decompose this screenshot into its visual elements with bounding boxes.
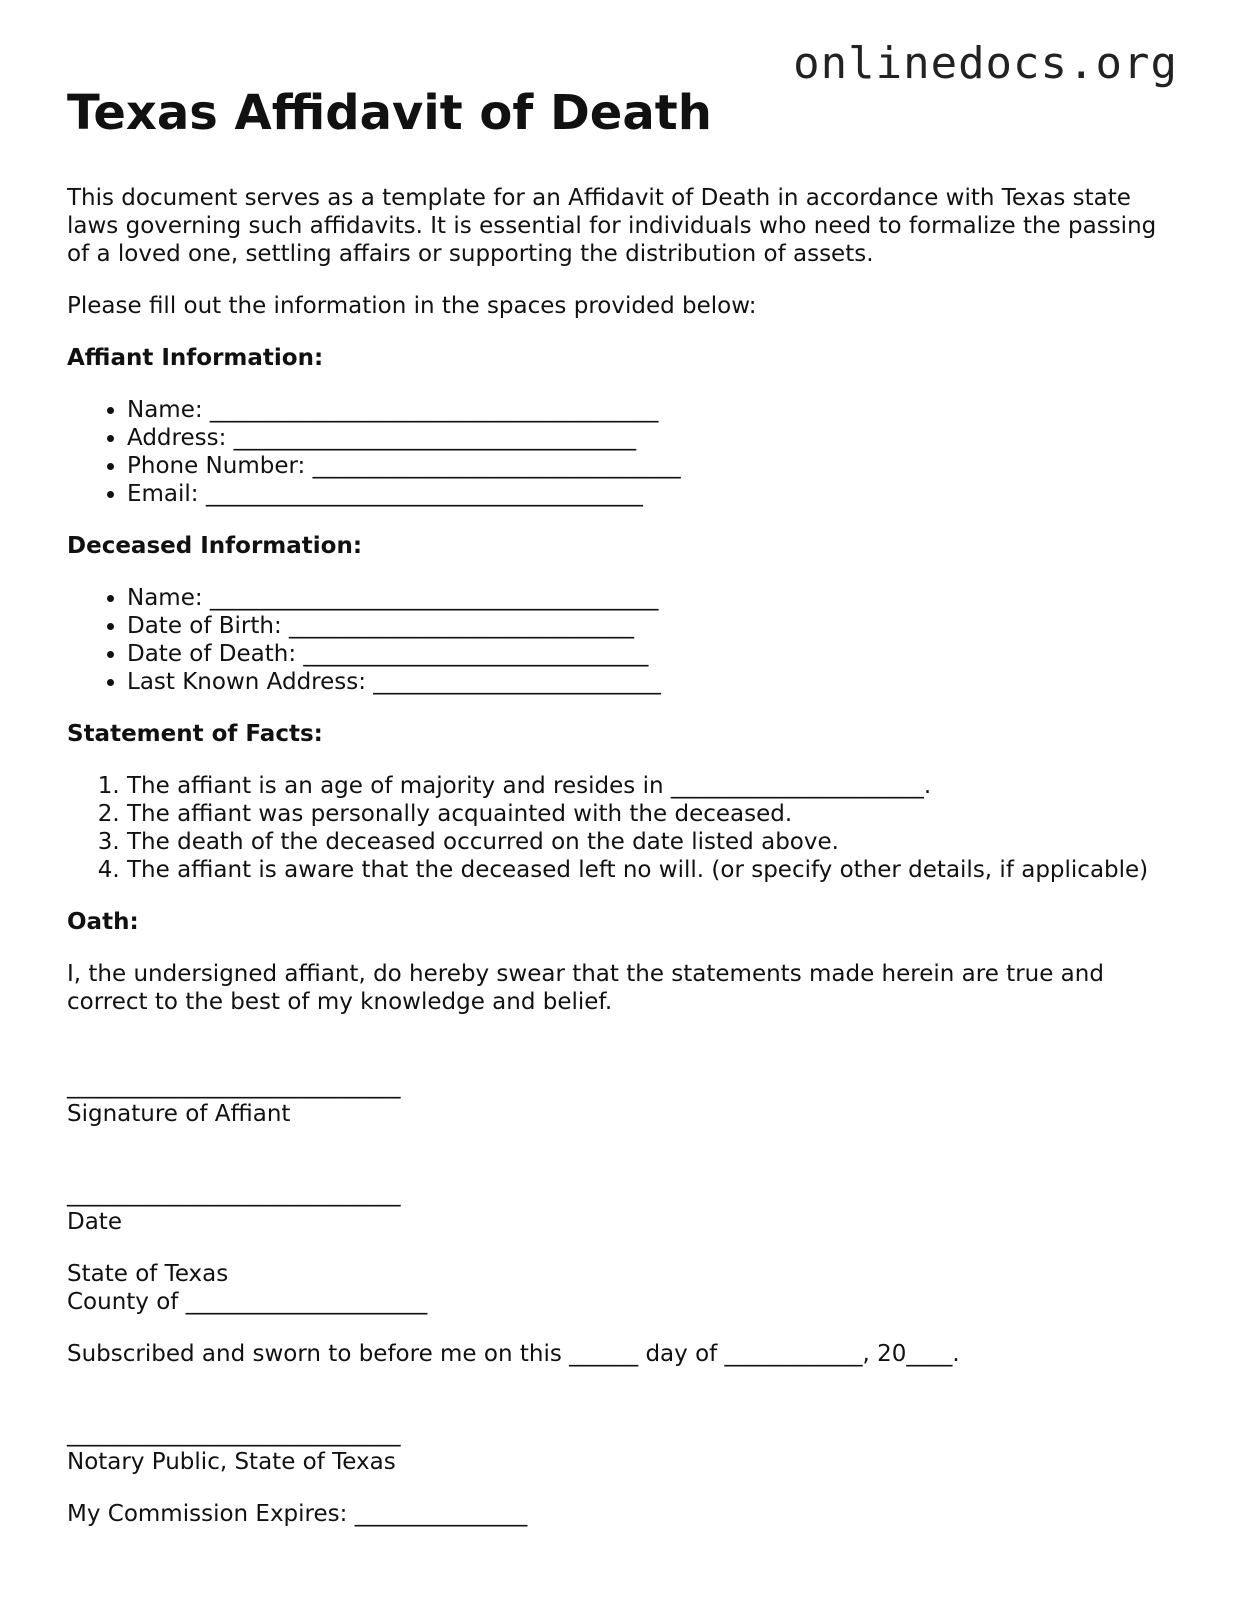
venue-state: State of Texas [67, 1261, 229, 1287]
affiant-list [67, 396, 1177, 508]
affiant-phone-field: • Phone Number: ________________________________ [127, 452, 1177, 480]
page-title: Texas Affidavit of Death [67, 85, 712, 141]
fact-item: 2. The affiant was personally acquainted with the deceased. [127, 800, 1177, 828]
deceased-heading: Deceased Information: [67, 533, 363, 559]
deceased-address-field: • Last Known Address: _________________________ [127, 668, 1177, 696]
subscribed-statement: Subscribed and sworn to before me on this ______ day of ____________, 20____. [67, 1341, 960, 1367]
date-label: Date [67, 1209, 122, 1235]
notary-line: _____________________________ [67, 1421, 401, 1447]
oath-text: I, the undersigned affiant, do hereby swear that the statements made herein are true and correct to the best of my knowledge and belief. [67, 961, 1104, 1015]
notary-block [67, 1420, 1177, 1476]
signature-line: _____________________________ [67, 1073, 401, 1099]
affiant-heading: Affiant Information: [67, 345, 324, 371]
instruction-paragraph: Please fill out the information in the spaces provided below: [67, 293, 757, 319]
deceased-name-field: • Name: _______________________________________ [127, 584, 1177, 612]
oath-heading: Oath: [67, 909, 139, 935]
date-line: _____________________________ [67, 1181, 401, 1207]
fact-item: 1. The affiant is an age of majority and resides in ______________________. [127, 772, 1177, 800]
fact-item: 4. The affiant is aware that the deceased left no will. (or specify other details, if applicable) [127, 856, 1177, 884]
document-page [67, 82, 1177, 1552]
fact-item: 3. The death of the deceased occurred on the date listed above. [127, 828, 1177, 856]
watermark-logo: onlinedocs.org [793, 38, 1178, 89]
notary-label: Notary Public, State of Texas [67, 1449, 396, 1475]
deceased-death-date-field: • Date of Death: ______________________________ [127, 640, 1177, 668]
facts-list [67, 772, 1177, 884]
venue-block [67, 1260, 1177, 1316]
facts-heading: Statement of Facts: [67, 721, 323, 747]
signature-block [67, 1072, 1177, 1236]
venue-county: County of _____________________ [67, 1289, 428, 1315]
deceased-birth-date-field: • Date of Birth: ______________________________ [127, 612, 1177, 640]
commission-expires: My Commission Expires: _______________ [67, 1501, 528, 1527]
deceased-list [67, 584, 1177, 696]
signature-label: Signature of Affiant [67, 1101, 291, 1127]
affiant-email-field: • Email: ______________________________________ [127, 480, 1177, 508]
intro-paragraph: This document serves as a template for an Affidavit of Death in accordance with Texas state laws governing such affidavits. It is essential for individuals who need to formalize the passing of a loved one, settling affairs or supporting the distribution of assets. [67, 185, 1157, 267]
affiant-address-field: • Address: ___________________________________ [127, 424, 1177, 452]
affiant-name-field: • Name: _______________________________________ [127, 396, 1177, 424]
